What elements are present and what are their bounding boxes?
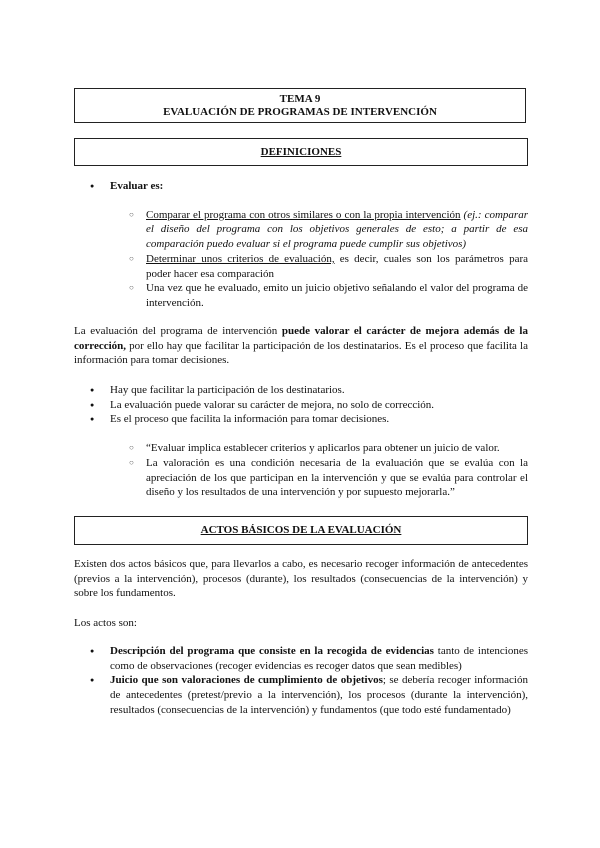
bullet-list: [74, 383, 528, 500]
paragraph: Los actos son:: [74, 617, 137, 629]
list-item: [74, 252, 528, 281]
item-text: es decir, cuales son los parámetros para poder hacer esa comparación: [146, 252, 528, 280]
topic-number: TEMA 9: [279, 93, 321, 105]
item-text: Evaluar es:: [110, 180, 164, 192]
list-item: ○ La valoración es una condición necesaria de la evaluación que se evalúa con la apreciación de los que participan en la intervención y que se evalúa para controlar el diseño y los resultados de una intervención y por supuesto mejorarla.”: [74, 456, 528, 500]
para-text: La evaluación del programa de intervención: [74, 325, 282, 337]
paragraph: Existen dos actos básicos que, para llevarlos a cabo, es necesario recoger información de antecedentes (previos a la intervención), procesos (durante), los resultados (consecuencias de la intervención) y sobre los fundamentos.: [74, 558, 528, 600]
item-text: Una vez que he evaluado, emito un juicio objetivo señalando el valor del programa de intervención.: [146, 282, 528, 309]
list-item: ● Es el proceso que facilita la información para tomar decisiones.: [74, 412, 528, 427]
list-item: ● Hay que facilitar la participación de los destinatarios.: [74, 383, 528, 398]
list-item: [74, 208, 528, 252]
list-item: [74, 644, 528, 673]
item-text: (ej.: comparar el diseño del programa con los objetivos generales de esto; a partir de esa comparación puedo evaluar si el programa puede cumplir sus objetivos): [146, 208, 528, 251]
item-underlined: Determinar unos criterios de evaluación,: [146, 252, 335, 265]
list-item: ○ “Evaluar implica establecer criterios y aplicarlos para obtener un juicio de valor.: [74, 441, 528, 456]
item-bold: Descripción del programa que consiste en la recogida de evidencias: [110, 645, 434, 657]
section-heading-box: [74, 138, 528, 166]
item-underlined: Comparar el programa con otros similares o con la propia intervención: [146, 208, 461, 221]
list-item: [74, 673, 528, 717]
actos-list: [74, 644, 528, 718]
item-text: tanto de intenciones como de observaciones (recoger evidencias es recoger datos que sean medibles): [110, 645, 528, 672]
list-item: [74, 179, 528, 194]
para-bold: puede valorar el carácter de mejora además de la corrección,: [74, 325, 528, 352]
para-text: por ello hay que facilitar la participación de los destinatarios. Es el proceso que facilita la información para tomar decisiones.: [74, 339, 528, 367]
item-text: ; se debería recoger información de antecedentes (pretest/previo a la intervención), los procesos (durante la intervención), resultados (consecuencias de la intervención) y fundamentos (que todo esté fundamentado): [110, 674, 528, 716]
section-heading-box: [74, 516, 528, 545]
section-heading-actos: ACTOS BÁSICOS DE LA EVALUACIÓN: [200, 524, 402, 536]
topic-title: EVALUACIÓN DE PROGRAMAS DE INTERVENCIÓN: [163, 106, 437, 118]
section-heading-definiciones: DEFINICIONES: [260, 146, 342, 158]
topic-title-box: [74, 88, 526, 123]
list-item: [74, 281, 528, 310]
list-item: ● La evaluación puede valorar su carácter de mejora, no solo de corrección.: [74, 398, 528, 413]
item-bold: Juicio que son valoraciones de cumplimiento de objetivos: [110, 674, 383, 687]
definitions-list: [74, 179, 528, 311]
paragraph: [74, 324, 528, 368]
